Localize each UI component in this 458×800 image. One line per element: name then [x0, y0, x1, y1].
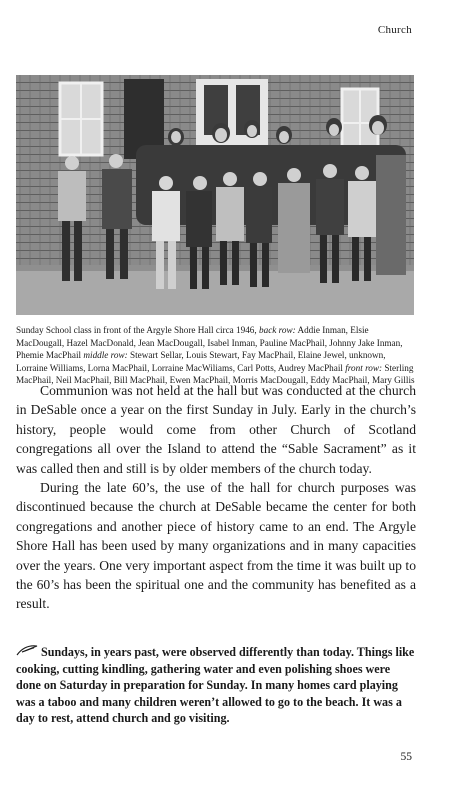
- group-photo: [16, 75, 414, 315]
- caption-back-label: back row:: [259, 325, 296, 335]
- paragraph-communion: Communion was not held at the hall but was conducted at the church in DeSable once a year on the first Sunday in July. Early in the church’s history, people would come from other Church of Scotland congregations all over the Island to attend the “Sable Sacrament” as it was called then and still is by older members of the church today.: [16, 383, 416, 476]
- paragraph-late-60s: During the late 60’s, the use of the hall for church purposes was discontinued because the church at DeSable became the center for both congregations and another piece of history came to an end. The Argyle Shore Hall has been used by many organizations and in many capacities over the years. One very important aspect from the time it was built up to the 60’s has been the spiritual one and the community has benefited as a result.: [16, 480, 416, 612]
- photo-caption: [16, 324, 416, 387]
- caption-front-label: front row:: [345, 362, 383, 373]
- feather-icon: [16, 645, 38, 656]
- sidebar-note: [16, 644, 416, 727]
- note-text: Sundays, in years past, were observed differently than today. Things like cooking, cutting kindling, gathering water and even polishing shoes were done on Saturday in preparation for Sunday. In many homes card playing was a taboo and many children weren’t allowed to go to the beach. It was a day to rest, attend church and go visiting.: [16, 645, 415, 726]
- running-header: Church: [377, 24, 412, 36]
- caption-intro: Sunday School class in front of the Argyle Shore Hall circa 1946,: [16, 325, 257, 335]
- page-number: 55: [400, 751, 412, 763]
- caption-middle-label: middle row:: [83, 350, 128, 361]
- caption-front-names: Sterling MacPhail, Neil MacPhail, Bill MacPhail, Ewen MacPhail, Morris MacDougall, Eddy MacPhail, Mary Gillis: [16, 362, 415, 386]
- caption-middle-names: Stewart Sellar, Louis Stewart, Fay MacPhail, Elaine Jewel, unknown, Lorraine Williams, Lorna MacPhail, Lorraine MacWiliams, Carl Potts, Audrey MacPhail: [16, 350, 386, 373]
- caption-back-names: Addie Inman, Elsie MacDougall, Hazel MacDonald, Jean MacDougall, Isabel Inman, Pauline MacPhail, Johnny Jake Inman, Phemie MacPhail: [16, 325, 403, 361]
- body-text: [16, 381, 416, 614]
